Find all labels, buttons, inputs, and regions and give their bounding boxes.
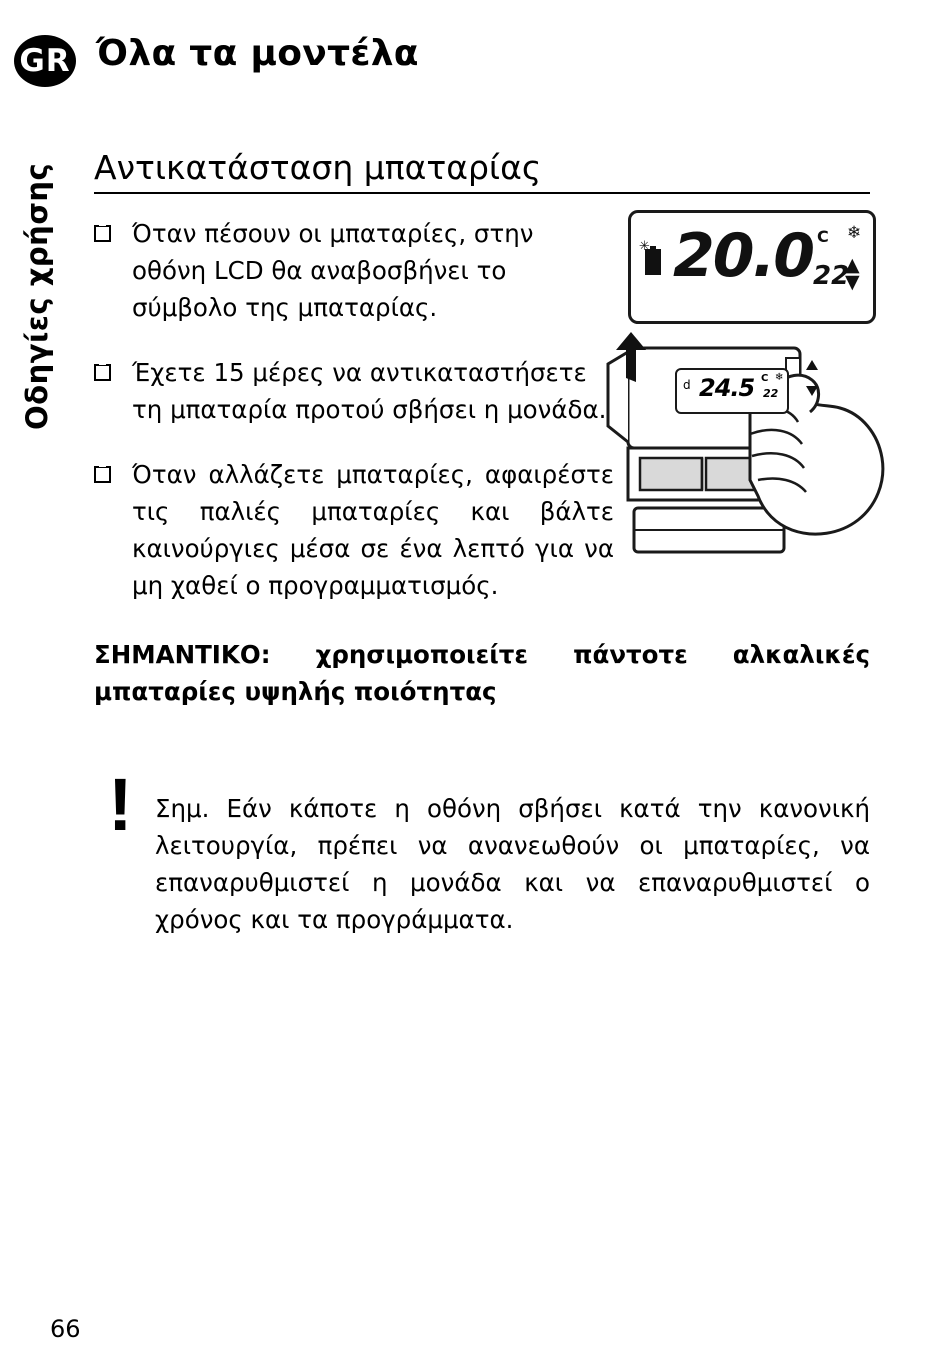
heading-divider [94,192,870,194]
battery-replacement-illustration [600,330,890,580]
list-item [94,215,614,326]
checkbox-square-icon [94,215,132,326]
language-badge [14,35,76,87]
device-lcd-unit-label: C [761,373,769,384]
lcd-display-illustration [628,210,876,324]
device-lcd-display [675,368,789,414]
lcd-main-value: 20.0 [673,221,814,291]
device-lcd-day-marker: d [683,378,691,392]
up-down-arrows-icon: ▲ ▼ [845,254,860,293]
device-lcd-secondary-value: 22 [763,387,779,400]
language-badge-label: GR [19,43,71,79]
page-number: 66 [50,1315,81,1343]
device-lcd-main-value: 24.5 [699,374,755,402]
list-item-text: Έχετε 15 μέρες να αντικαταστήσετε τη μπαταρία προτού σβήσει η μονάδα. [132,358,607,424]
warning-note-text: Σημ. Εάν κάποτε η οθόνη σβήσει κατά την κανονική λειτουργία, πρέπει να ανανεωθούν οι μπαταρίες, να επαναρυθμιστεί η μονάδα και να επαναρυθμιστεί ο χρόνος και τα προγράμματα. [155,794,870,934]
checkbox-square-icon [94,456,132,604]
snowflake-icon: ❄ [775,372,784,383]
list-item [94,354,614,428]
list-item [94,456,614,604]
side-tab [20,110,72,440]
snowflake-icon: ❄ [847,223,862,243]
section-heading: Αντικατάσταση μπαταρίας [94,148,542,187]
side-tab-label: Οδηγίες χρήσης [20,162,54,430]
list-item-text: Όταν αλλάζετε μπαταρίες, αφαιρέστε τις παλιές μπαταρίες και βάλτε καινούργιες μέσα σε ένα λεπτό για να μη χαθεί ο προγραμματισμός. [132,460,614,600]
list-item-text: Όταν πέσουν οι μπαταρίες, στην οθόνη LCD θα αναβοσβήνει το σύμβολο της μπαταρίας. [132,219,534,322]
exclamation-icon: ! [108,763,133,846]
battery-flash-icon: ✳ [639,239,650,254]
page-title: Όλα τα μοντέλα [96,33,419,74]
lcd-secondary-value: 22 [813,261,850,291]
bullet-list [94,215,614,632]
important-note: ΣΗΜΑΝΤΙΚΟ: χρησιμοποιείτε πάντοτε αλκαλικές μπαταρίες υψηλής ποιότητας [94,640,870,706]
lcd-unit-label: C [817,227,830,246]
checkbox-square-icon [94,354,132,428]
